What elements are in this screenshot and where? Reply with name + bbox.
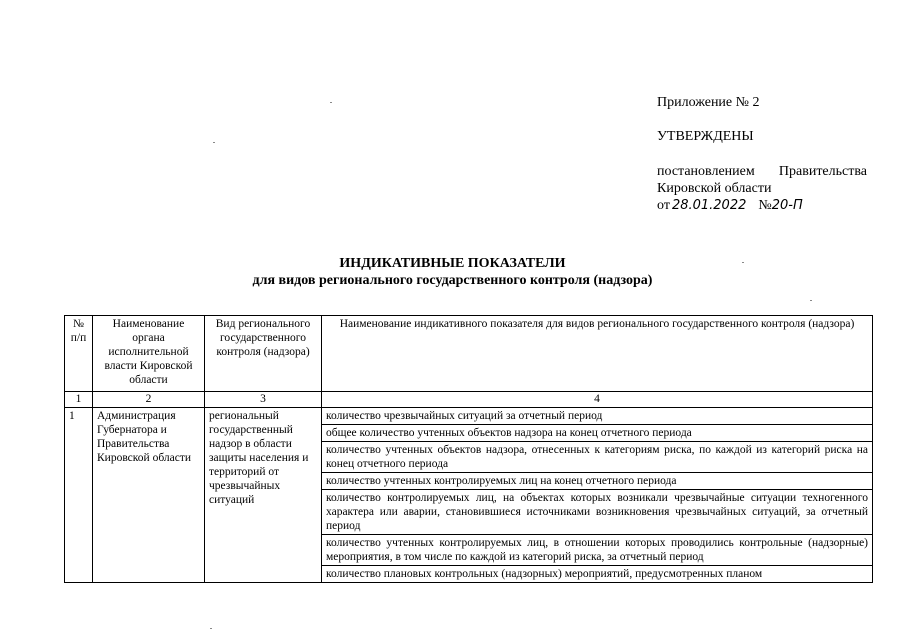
authority-cell: Администрация Губернатора и Правительства Кировской области xyxy=(93,408,205,583)
header-control-type: Вид регионального государственного контроля (надзора) xyxy=(205,316,322,392)
decree-word: постановлением xyxy=(657,164,755,179)
column-number-row xyxy=(65,392,873,408)
indicator-cell: количество учтенных контролируемых лиц, в отношении которых проводились контрольные (надзорные) мероприятия, в том числе по каждой из категорий риска, за отчетный период xyxy=(322,535,873,566)
table-header-row xyxy=(65,316,873,392)
decree-line1 xyxy=(657,163,867,180)
column-number: 2 xyxy=(93,392,205,408)
indicator-cell: количество чрезвычайных ситуаций за отчетный период xyxy=(322,408,873,425)
scan-speck xyxy=(742,262,744,263)
indicators-table xyxy=(64,315,873,583)
government-word: Правительства xyxy=(778,164,867,179)
column-number: 3 xyxy=(205,392,322,408)
appendix-label: Приложение № 2 xyxy=(657,95,760,110)
scan-speck xyxy=(330,102,332,103)
document-subtitle: для видов регионального государственного контроля (надзора) xyxy=(252,273,653,288)
approved-label: УТВЕРЖДЕНЫ xyxy=(657,129,754,144)
indicator-cell: количество контролируемых лиц, на объектах которых возникали чрезвычайные ситуации техногенного характера или аварии, становившиеся источниками возникновения чрезвычайных ситуаций, за отчетный период xyxy=(322,490,873,535)
date-number-line xyxy=(657,197,867,214)
header-indicator: Наименование индикативного показателя для видов регионального государственного контроля (надзора) xyxy=(322,316,873,392)
handwritten-date: 28.01.2022 xyxy=(671,198,747,213)
indicator-cell: количество учтенных объектов надзора, отнесенных к категориям риска, по каждой из категорий риска на конец отчетного периода xyxy=(322,442,873,473)
column-number: 4 xyxy=(322,392,873,408)
header-authority: Наименование органа исполнительной власти Кировской области xyxy=(93,316,205,392)
scan-speck xyxy=(213,142,215,143)
document-title: ИНДИКАТИВНЫЕ ПОКАЗАТЕЛИ xyxy=(339,256,566,271)
indicator-cell: количество плановых контрольных (надзорных) мероприятий, предусмотренных планом xyxy=(322,566,873,583)
indicator-cell: количество учтенных контролируемых лиц на конец отчетного периода xyxy=(322,473,873,490)
decree-block xyxy=(657,163,867,214)
date-prefix: от xyxy=(657,198,670,213)
scan-speck xyxy=(210,628,212,629)
column-number: 1 xyxy=(65,392,93,408)
handwritten-number: 20-П xyxy=(771,198,803,213)
row-number: 1 xyxy=(65,408,93,583)
number-prefix: № xyxy=(758,198,772,213)
region-line: Кировской области xyxy=(657,181,772,196)
header-number: № п/п xyxy=(65,316,93,392)
indicator-cell: общее количество учтенных объектов надзора на конец отчетного периода xyxy=(322,425,873,442)
table-row xyxy=(65,408,873,425)
scan-speck xyxy=(810,300,812,301)
control-type-cell: региональный государственный надзор в области защиты населения и территорий от чрезвычайных ситуаций xyxy=(205,408,322,583)
